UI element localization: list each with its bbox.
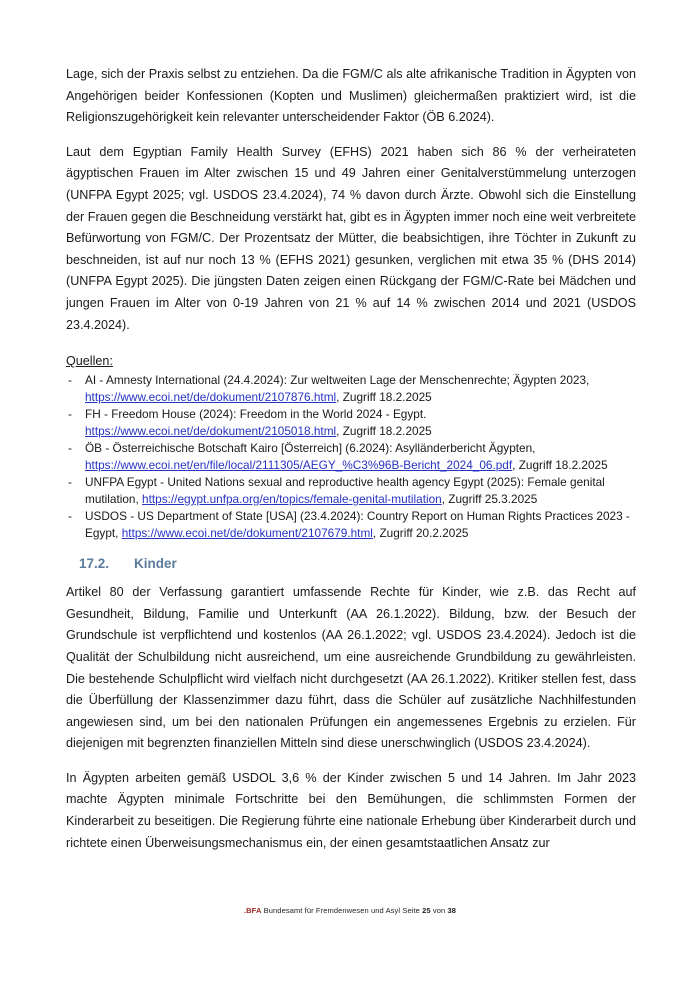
source-prefix: ÖB - Österreichische Botschaft Kairo [Österreich] (6.2024): Asylländerbericht Ägypten, bbox=[85, 441, 536, 456]
bfa-logo: .BFA bbox=[243, 906, 262, 915]
paragraph-fgm-tradition: Lage, sich der Praxis selbst zu entziehen. Da die FGM/C als alte afrikanische Tradition in Ägypten von Angehörigen beider Konfessionen (Kopten und Muslimen) gleichermaßen praktiziert wird, ist die Religionszugehörigkeit kein relevanter unterscheidender Faktor (ÖB 6.2024). bbox=[66, 67, 636, 125]
section-title: Kinder bbox=[134, 556, 177, 572]
source-item-usdos bbox=[66, 508, 636, 542]
source-suffix: , Zugriff 18.2.2025 bbox=[336, 390, 432, 405]
paragraph-children-rights: Artikel 80 der Verfassung garantiert umfassende Rechte für Kinder, wie z.B. das Recht auf Gesundheit, Bildung, Familie und Unterkunft (AA 26.1.2022). Bildung, bzw. der Besuch der Grundschule ist verpflichtend und kostenlos (AA 26.1.2022; vgl. USDOS 23.4.2024). Jedoch ist die Qualität der Schulbildung nicht ausreichend, um eine ausreichende Grundbildung zu gewährleisten. Die bestehende Schulpflicht wird vielfach nicht durchgesetzt (AA 26.1.2022). Kritiker stellen fest, dass die Überfüllung der Klassenzimmer dazu führt, dass die Schüler auf zusätzliche Nachhilfestunden angewiesen sind, um bei den nationalen Prüfungen ein angemessenes Ergebnis zu erzielen. Für diejenigen mit begrenzten finanziellen Mitteln sind diese unerschwinglich (USDOS 23.4.2024). bbox=[66, 585, 636, 751]
source-link[interactable]: https://www.ecoi.net/de/dokument/2107679.html bbox=[121, 526, 373, 541]
source-suffix: , Zugriff 20.2.2025 bbox=[372, 526, 469, 541]
paragraph-efhs-survey: Laut dem Egyptian Family Health Survey (EFHS) 2021 haben sich 86 % der verheirateten ägyptischen Frauen im Alter zwischen 15 und 49 Jahren einer Genitalverstümmelung unterzogen (UNFPA Egypt 2025; vgl. USDOS 23.4.2024), 74 % davon durch Ärzte. Obwohl sich die Einstellung der Frauen gegen die Beschneidung verstärkt hat, gibt es in Ägypten immer noch eine weit verbreitete Befürwortung von FGM/C. Der Prozentsatz der Mütter, die beabsichtigen, ihre Töchter in Zukunft zu beschneiden, ist auf nur noch 13 % (EFHS 2021) gesunken, verglichen mit etwa 35 % (DHS 2014) (UNFPA Egypt 2025). Die jüngsten Daten zeigen einen Rückgang der FGM/C-Rate bei Mädchen und jungen Frauen im Alter von 0-19 Jahren von 21 % auf 14 % zwischen 2014 und 2021 (USDOS 23.4.2024). bbox=[66, 144, 636, 332]
source-suffix: , Zugriff 25.3.2025 bbox=[441, 492, 538, 507]
bullet-dash: - bbox=[68, 407, 72, 422]
source-suffix: , Zugriff 18.2.2025 bbox=[336, 424, 432, 439]
source-text-wrap bbox=[85, 474, 636, 508]
source-item-fh bbox=[66, 406, 636, 440]
footer-of-label: von bbox=[432, 906, 446, 915]
footer-org-name: Bundesamt für Fremdenwesen und Asyl bbox=[263, 906, 401, 915]
source-text-wrap bbox=[85, 508, 636, 542]
source-prefix: USDOS - US Department of State [USA] (23.4.2024): Country Report on Human Rights Practices 2023 - Egypt, bbox=[85, 509, 630, 541]
bullet-dash: - bbox=[68, 509, 72, 524]
source-text-wrap bbox=[85, 406, 636, 440]
page-footer bbox=[0, 906, 700, 916]
bullet-dash: - bbox=[68, 475, 72, 490]
source-link[interactable]: https://www.ecoi.net/de/dokument/2107876.html bbox=[85, 390, 337, 405]
source-item-oeb bbox=[66, 440, 636, 474]
footer-page-number: 25 bbox=[422, 906, 431, 915]
bullet-dash: - bbox=[68, 441, 72, 456]
source-item-unfpa bbox=[66, 474, 636, 508]
section-number: 17.2. bbox=[79, 556, 110, 572]
source-prefix: FH - Freedom House (2024): Freedom in the World 2024 - Egypt. bbox=[85, 407, 427, 422]
source-text-wrap bbox=[85, 372, 636, 406]
source-link[interactable]: https://www.ecoi.net/en/file/local/2111305/AEGY_%C3%96B-Bericht_2024_06.pdf bbox=[85, 458, 513, 473]
sources-section bbox=[66, 352, 636, 542]
source-prefix: UNFPA Egypt - United Nations sexual and reproductive health agency Egypt (2025): Female genital mutilation, bbox=[85, 475, 605, 507]
source-link[interactable]: https://www.ecoi.net/de/dokument/2105018.html bbox=[85, 424, 337, 439]
section-heading-kinder bbox=[79, 556, 636, 571]
footer-page-total: 38 bbox=[447, 906, 457, 915]
paragraph-child-labour: In Ägypten arbeiten gemäß USDOL 3,6 % der Kinder zwischen 5 und 14 Jahren. Im Jahr 2023 machte Ägypten minimale Fortschritte bei den Bemühungen, die schlimmsten Formen der Kinderarbeit zu beseitigen. Die Regierung führte eine nationale Erhebung über Kinderarbeit durch und richtete einen Überweisungsmechanismus ein, der einen gesamtstaatlichen Ansatz zur bbox=[66, 770, 636, 850]
source-link[interactable]: https://egypt.unfpa.org/en/topics/female-genital-mutilation bbox=[142, 492, 442, 507]
source-suffix: , Zugriff 18.2.2025 bbox=[512, 458, 608, 473]
sources-heading: Quellen: bbox=[66, 354, 113, 369]
bullet-dash: - bbox=[68, 373, 72, 388]
footer-page-label: Seite bbox=[402, 906, 420, 915]
source-prefix: AI - Amnesty International (24.4.2024): Zur weltweiten Lage der Menschenrechte; Ägypten 2023, bbox=[85, 373, 590, 388]
source-text-wrap bbox=[85, 440, 636, 474]
document-page bbox=[66, 64, 636, 867]
source-item-ai bbox=[66, 372, 636, 406]
